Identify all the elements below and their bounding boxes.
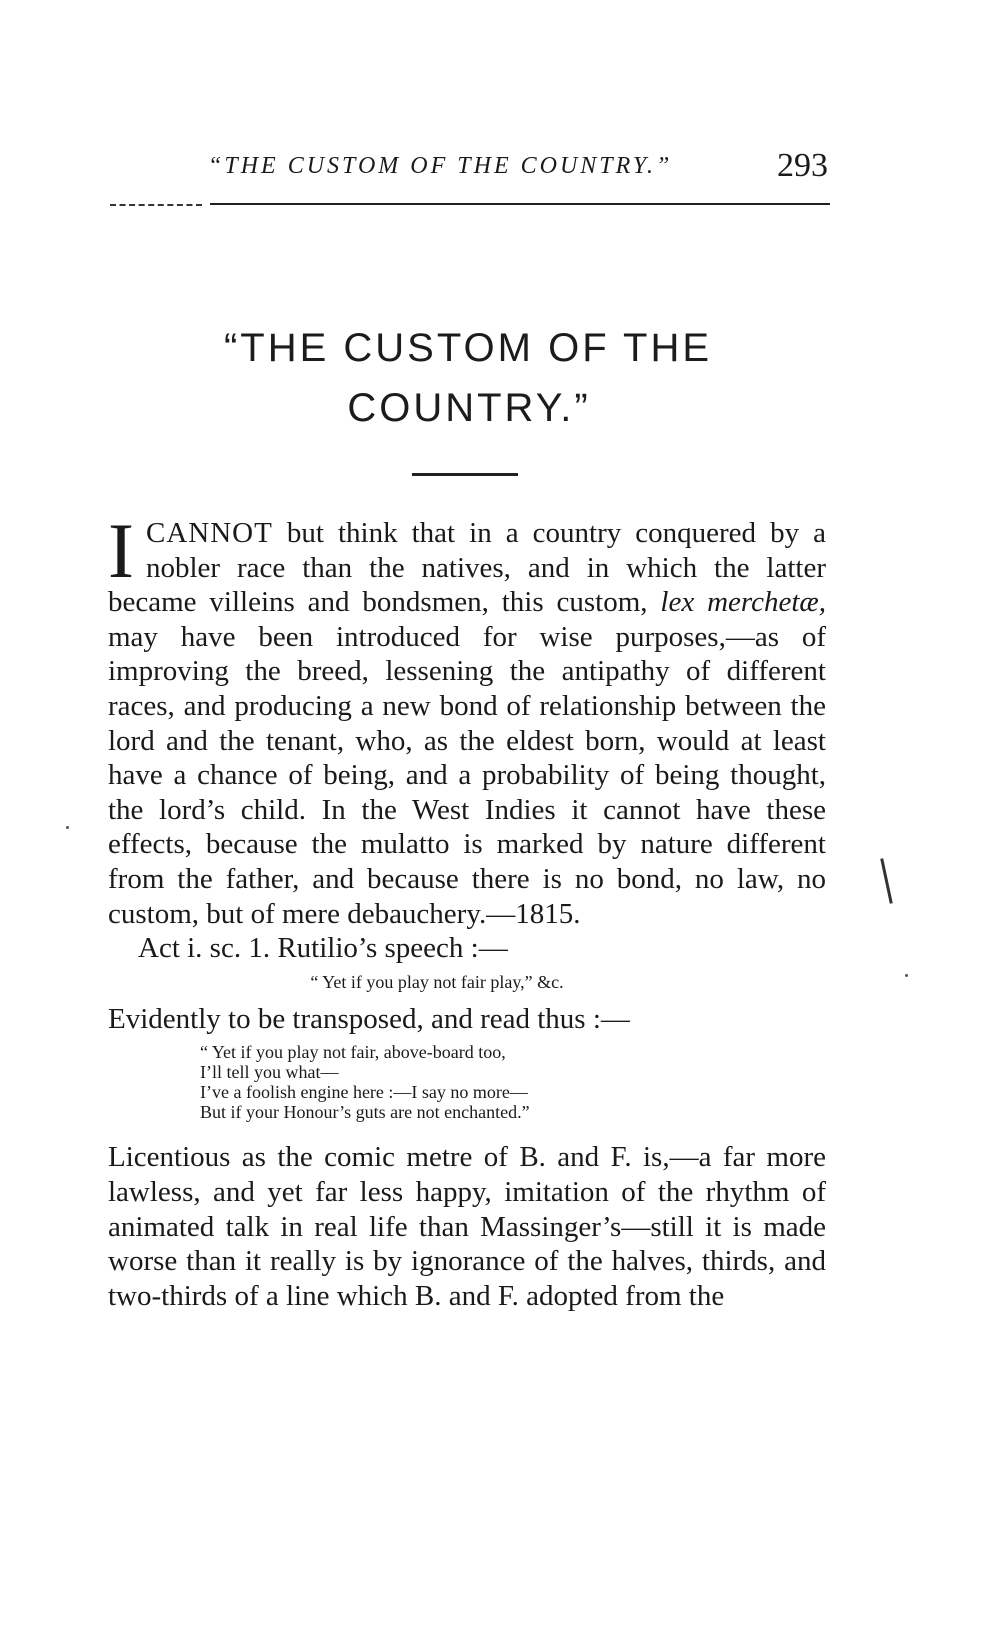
- running-title: “THE CUSTOM OF THE COUNTRY.”: [208, 153, 673, 179]
- chapter-title-line-2: COUNTRY.”: [347, 386, 591, 430]
- chapter-title-line-1: “THE CUSTOM OF THE: [223, 326, 713, 370]
- opening-word: CANNOT: [145, 517, 273, 549]
- paragraph-licentious: Licentious as the comic metre of B. and F. is,—a far more lawless, and yet far less happy, imitation of the rhythm of animated talk in real life than Massinger’s—still it is made worse than it really is by ignorance of the halves, thirds, and two-thirds of a line which B. and F. adopted from the: [108, 1141, 826, 1312]
- chapter-title: [108, 318, 828, 438]
- header-rule: [210, 203, 830, 205]
- paragraph-opening: [108, 507, 827, 931]
- quote-line: I’ll tell you what—: [200, 1062, 339, 1083]
- act-reference: Act i. sc. 1. Rutilio’s speech :—: [138, 932, 508, 965]
- margin-mark: [880, 858, 892, 904]
- quote-line: I’ve a foolish engine here :—I say no more—: [200, 1082, 528, 1103]
- paragraph-text: but think that in a country conquered by a nobler race than the natives, and in which the latter became villeins and bondsmen, this custom,: [108, 517, 826, 619]
- paragraph-text-continued: may have been introduced for wise purposes,—as of improving the breed, lessening the antipathy of different races, and producing a new bond of relationship between the lord and the tenant, who, as the eldest born, would at least have a chance of being, and a probability of being thought, the lord’s child. In the West Indies it cannot have these effects, because the mulatto is marked by nature different from the father, and because there is no bond, no law, no custom, but of mere debauchery.—1815.: [108, 620, 826, 930]
- latin-term: lex merchetæ,: [660, 586, 827, 619]
- drop-cap: I: [108, 507, 134, 594]
- title-rule: [412, 473, 518, 476]
- quote-short: “ Yet if you play not fair play,” &c.: [310, 971, 564, 992]
- quote-line: “ Yet if you play not fair, above-board too,: [200, 1042, 506, 1063]
- quote-line: But if your Honour’s guts are not enchanted.”: [200, 1102, 530, 1123]
- paragraph-evidently: Evidently to be transposed, and read thus :—: [108, 1002, 630, 1035]
- stray-dot: [66, 826, 69, 829]
- running-header: [108, 147, 828, 187]
- quote-block: [200, 1042, 826, 1122]
- page-number: 293: [777, 147, 828, 184]
- header-rule-dashed: [110, 204, 202, 206]
- stray-dot: [905, 974, 908, 977]
- body-text: [108, 507, 827, 1313]
